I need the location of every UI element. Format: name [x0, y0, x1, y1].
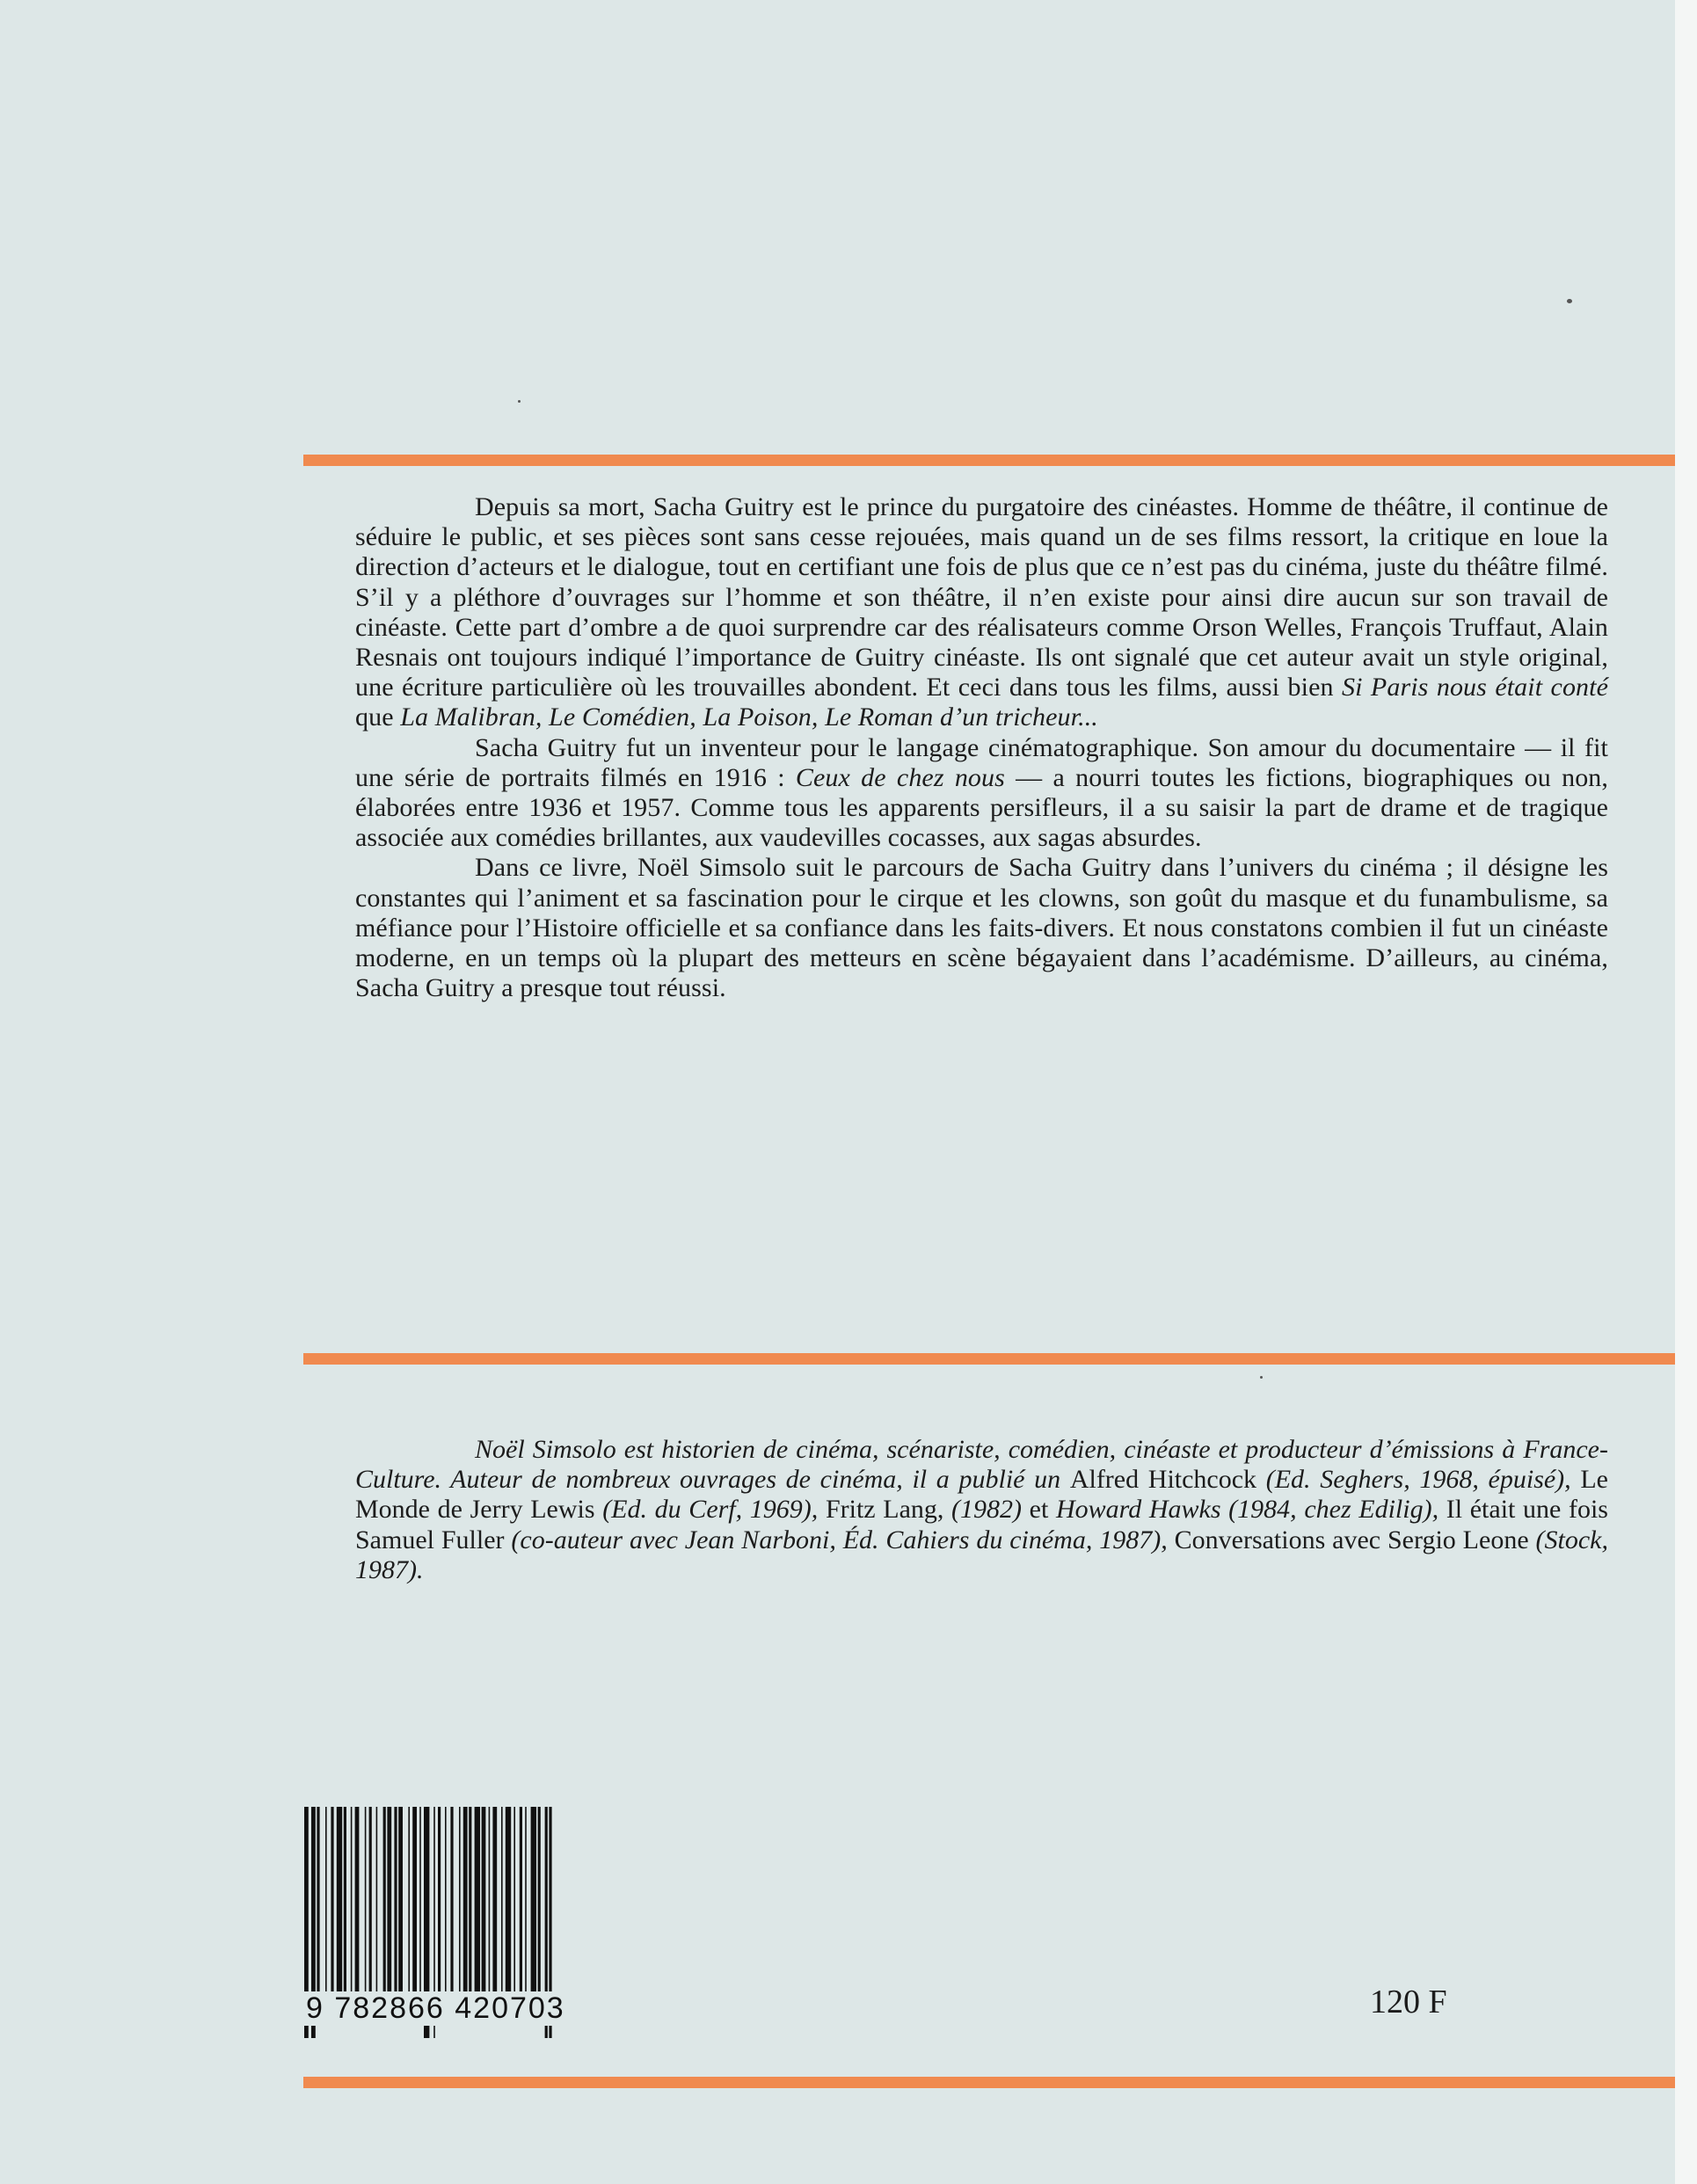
film-titles: La Malibran, Le Comédien, La Poison, Le Roman d’un tricheur...: [400, 703, 1098, 732]
orange-rule-bottom: [303, 2077, 1675, 2088]
book-title: Conversations avec Sergio Leone: [1174, 1525, 1529, 1554]
barcode-bar: [419, 1807, 421, 1996]
barcode-bar: [489, 1807, 491, 1996]
blurb-paragraph-3: Dans ce livre, Noël Simsolo suit le parcours de Sacha Guitry dans l’univers du cinéma ; il désigne les constantes qui l’animent et sa fascination pour le cirque et les clowns, son goût du masque et du funambulisme, sa méfiance pour l’Histoire officielle et sa confiance dans les faits-divers. Et nous constatons combien il fut un cinéaste moderne, en un temps où la plupart des metteurs en scène bégayaient dans l’académisme. D’ailleurs, au cinéma, Sacha Guitry a presque tout réussi.: [355, 853, 1608, 1003]
bio-text: (1982): [943, 1495, 1030, 1525]
barcode-bar: [365, 1807, 367, 1996]
barcode-bar: [538, 1807, 541, 1996]
barcode-bar: [394, 1807, 397, 1996]
bio-text: (Stock, 1987).: [355, 1525, 1608, 1584]
blurb-p2-text: — a nourri toutes les fictions, biographiques ou non, élaborées entre 1936 et 1957. Comme tous les apparents persifleurs, il a su saisir la part de drame et de tragique associée aux comédies brillantes, aux vaudevilles cocasses, aux sagas absurdes.: [355, 762, 1609, 853]
barcode-bar: [450, 1807, 453, 1996]
barcode-bar: [445, 1807, 447, 1996]
bio-text: (co-auteur avec Jean Narboni, Éd. Cahiers du cinéma, 1987),: [504, 1525, 1175, 1554]
barcode-bar: [520, 1807, 522, 1996]
barcode-bar: [398, 1807, 403, 1996]
barcode-bar: [344, 1807, 346, 1996]
page-edge: [1675, 0, 1697, 2184]
barcode-bar: [317, 1807, 319, 1996]
orange-rule-top: [303, 455, 1675, 466]
book-title: Alfred Hitchcock: [1069, 1465, 1257, 1495]
book-title: Le Monde de Jerry Lewis: [355, 1465, 1608, 1525]
blurb-p1-text: Depuis sa mort, Sacha Guitry est le prince du purgatoire des cinéastes. Homme de théâtre, il continue de séduire le public, et ses pièces sont sans cesse rejouées, mais quand un de ses films ressort, la critique en loue la direction d’acteurs et le dialogue, tout en certifiant une fois de plus que ce n’est pas du cinéma, juste du théâtre filmé. S’il y a pléthore d’ouvrages sur l’homme et son théâtre, il n’en existe pour ainsi dire aucun sur son travail de cinéaste. Cette part d’ombre a de quoi surprendre car des réalisateurs comme Orson Welles, François Truffaut, Alain Resnais ont toujours indiqué l’importance de Guitry cinéaste. Ils ont signalé que cet auteur avait un style original, une écriture particulière où les trouvailles abondent. Et ceci dans tous les films, aussi bien: [355, 492, 1608, 703]
bio-paragraph: [355, 1435, 1608, 1585]
barcode-bar: [482, 1807, 486, 1996]
speck: [1567, 299, 1572, 303]
book-title: Howard Hawks (1984, chez Edilig),: [1048, 1495, 1446, 1525]
author-bio: [355, 1435, 1608, 1585]
isbn-digits: 9 782866 420703: [304, 1991, 642, 2026]
blurb-paragraph-2: [355, 733, 1608, 854]
barcode-bar: [337, 1807, 342, 1996]
barcode-bar: [351, 1807, 353, 1996]
blurb-p1-text: que: [355, 703, 401, 732]
speck: [1260, 1376, 1263, 1379]
barcode-bar: [369, 1807, 372, 1996]
bio-text: et: [1029, 1495, 1049, 1525]
barcode-bar: [438, 1807, 441, 1996]
book-title: Il était une fois Samuel Fuller: [355, 1495, 1608, 1554]
barcode-bar: [531, 1807, 536, 1996]
barcode-bar: [387, 1807, 391, 1996]
barcode-bar: [376, 1807, 378, 1996]
barcode-bar: [355, 1807, 360, 1996]
orange-rule-middle: [303, 1353, 1675, 1365]
book-title: Fritz Lang,: [825, 1495, 944, 1525]
speck: [518, 400, 521, 403]
film-title: Si Paris nous était conté: [1342, 673, 1608, 703]
barcode-bar: [506, 1807, 511, 1996]
bio-text: Noël Simsolo est historien de cinéma, scénariste, comédien, cinéaste et producteur d’émissions à France-Culture. Auteur de nombreux ouvrages de cinéma, il a publié un: [355, 1435, 1608, 1495]
barcode-bar: [412, 1807, 417, 1996]
barcode-bar: [501, 1807, 503, 1996]
blurb-paragraph-1: [355, 492, 1608, 733]
barcode-bar: [475, 1807, 480, 1996]
blurb-p2-text: Sacha Guitry fut un inventeur pour le langage cinématographique. Son amour du documentaire — il fit une série de portraits filmés en 1916 :: [355, 732, 1608, 792]
barcode-bar: [383, 1807, 386, 1996]
barcode-bar: [513, 1807, 515, 1996]
bio-text: (Ed. Seghers, 1968, épuisé),: [1256, 1465, 1581, 1495]
film-title: Ceux de chez nous: [795, 762, 1005, 792]
barcode-bar: [331, 1807, 333, 1996]
barcode-bar: [325, 1807, 327, 1996]
barcode-bar: [463, 1807, 468, 1996]
barcode-bar: [492, 1807, 497, 1996]
price: 120 F: [1370, 1984, 1447, 2020]
barcode-bar: [525, 1807, 527, 1996]
blurb-text: [355, 492, 1608, 1003]
barcode-bar: [459, 1807, 461, 1996]
bio-text: (Ed. du Cerf, 1969),: [594, 1495, 826, 1525]
barcode-bar: [469, 1807, 471, 1996]
barcode-bar: [408, 1807, 410, 1996]
